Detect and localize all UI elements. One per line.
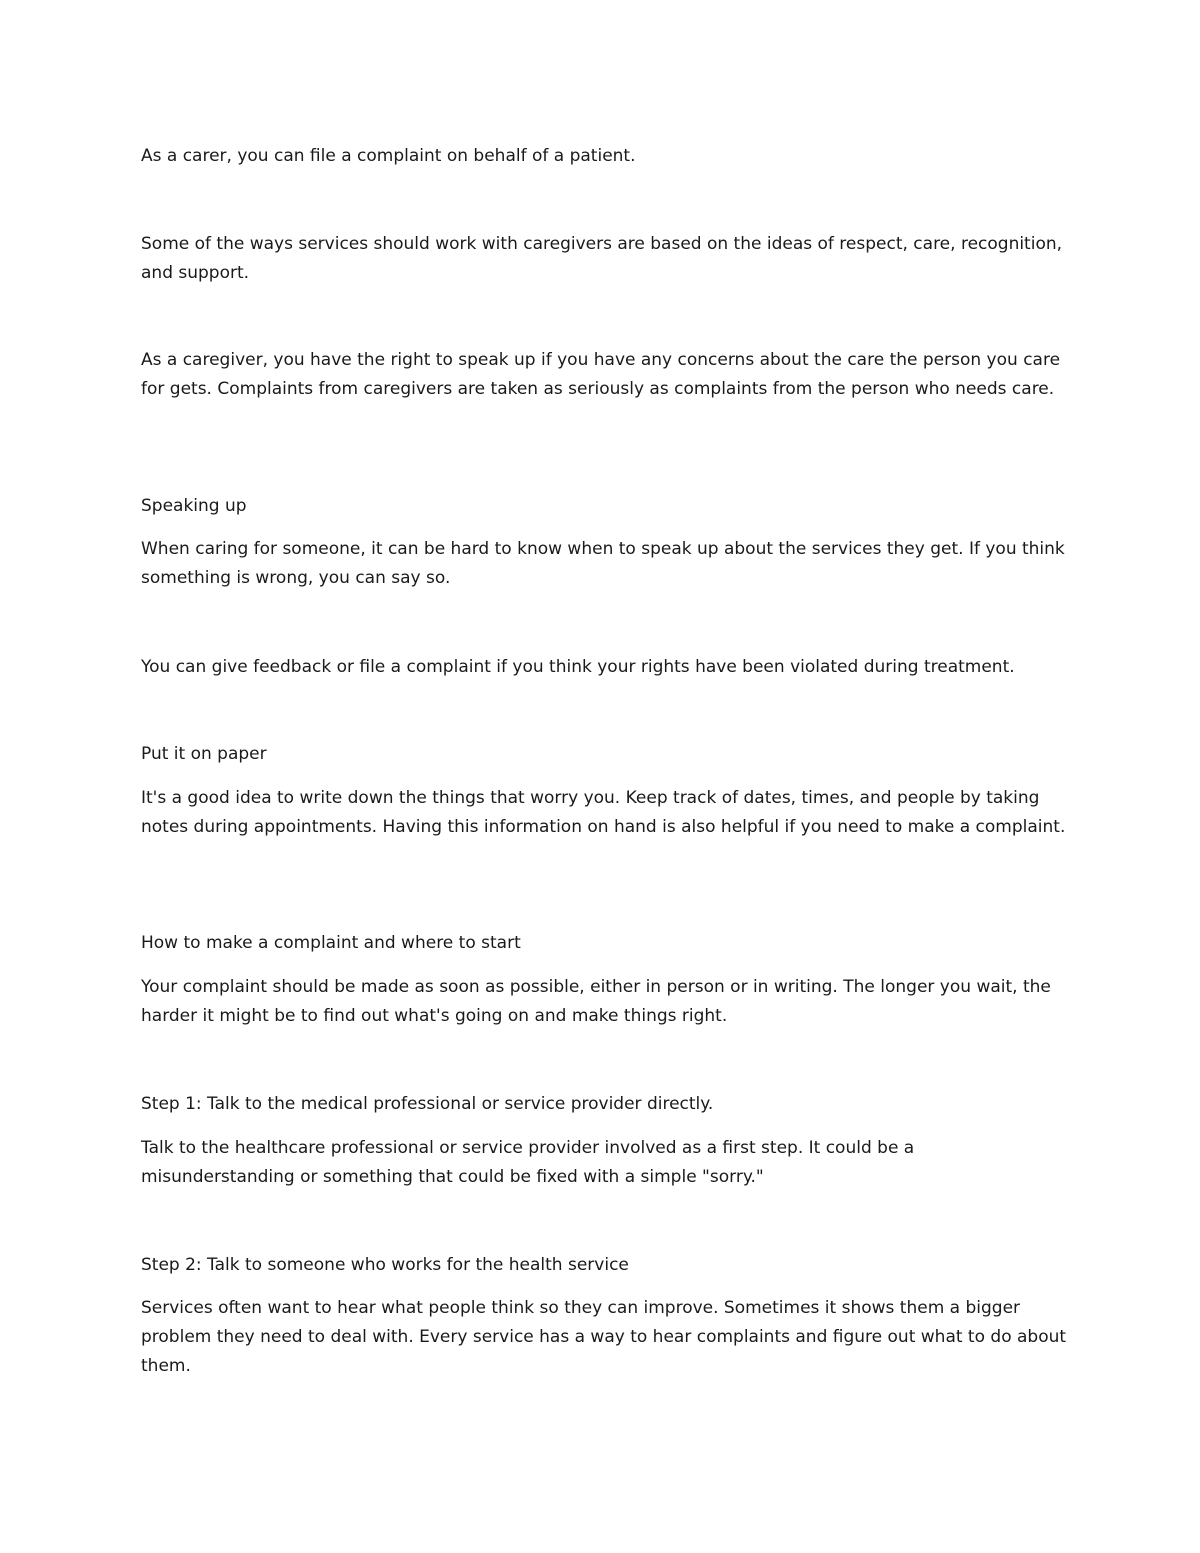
heading-put-it-on-paper: Put it on paper (141, 744, 267, 764)
heading-how-to-make-complaint: How to make a complaint and where to start (141, 933, 521, 953)
paragraph-write-down: It's a good idea to write down the things that worry you. Keep track of dates, times, and people by taking notes during appointments. Having this information on hand is also helpful if you need to make a complaint. (141, 788, 1066, 837)
paragraph-right-to-speak-up: As a caregiver, you have the right to speak up if you have any concerns about the care the person you care for gets. Complaints from caregivers are taken as seriously as complaints from the person who needs care. (141, 350, 1061, 399)
heading-speaking-up: Speaking up (141, 496, 247, 516)
paragraph-give-feedback: You can give feedback or file a complaint if you think your rights have been violated during treatment. (141, 657, 1015, 677)
paragraph-ways-services-work: Some of the ways services should work with caregivers are based on the ideas of respect, care, recognition, and support. (141, 234, 1063, 283)
paragraph-when-caring: When caring for someone, it can be hard to know when to speak up about the services they get. If you think something is wrong, you can say so. (141, 539, 1065, 588)
paragraph-complaint-asap: Your complaint should be made as soon as possible, either in person or in writing. The longer you wait, the harder it might be to find out what's going on and make things right. (141, 977, 1051, 1026)
heading-step-1: Step 1: Talk to the medical professional or service provider directly. (141, 1094, 714, 1114)
paragraph-carer-complaint: As a carer, you can file a complaint on behalf of a patient. (141, 146, 636, 166)
paragraph-step-1: Talk to the healthcare professional or service provider involved as a first step. It could be a misunderstanding or something that could be fixed with a simple "sorry." (141, 1138, 915, 1187)
paragraph-step-2: Services often want to hear what people think so they can improve. Sometimes it shows them a bigger problem they need to deal with. Every service has a way to hear complaints and figure out what to do about them. (141, 1298, 1067, 1376)
heading-step-2: Step 2: Talk to someone who works for the health service (141, 1255, 629, 1275)
